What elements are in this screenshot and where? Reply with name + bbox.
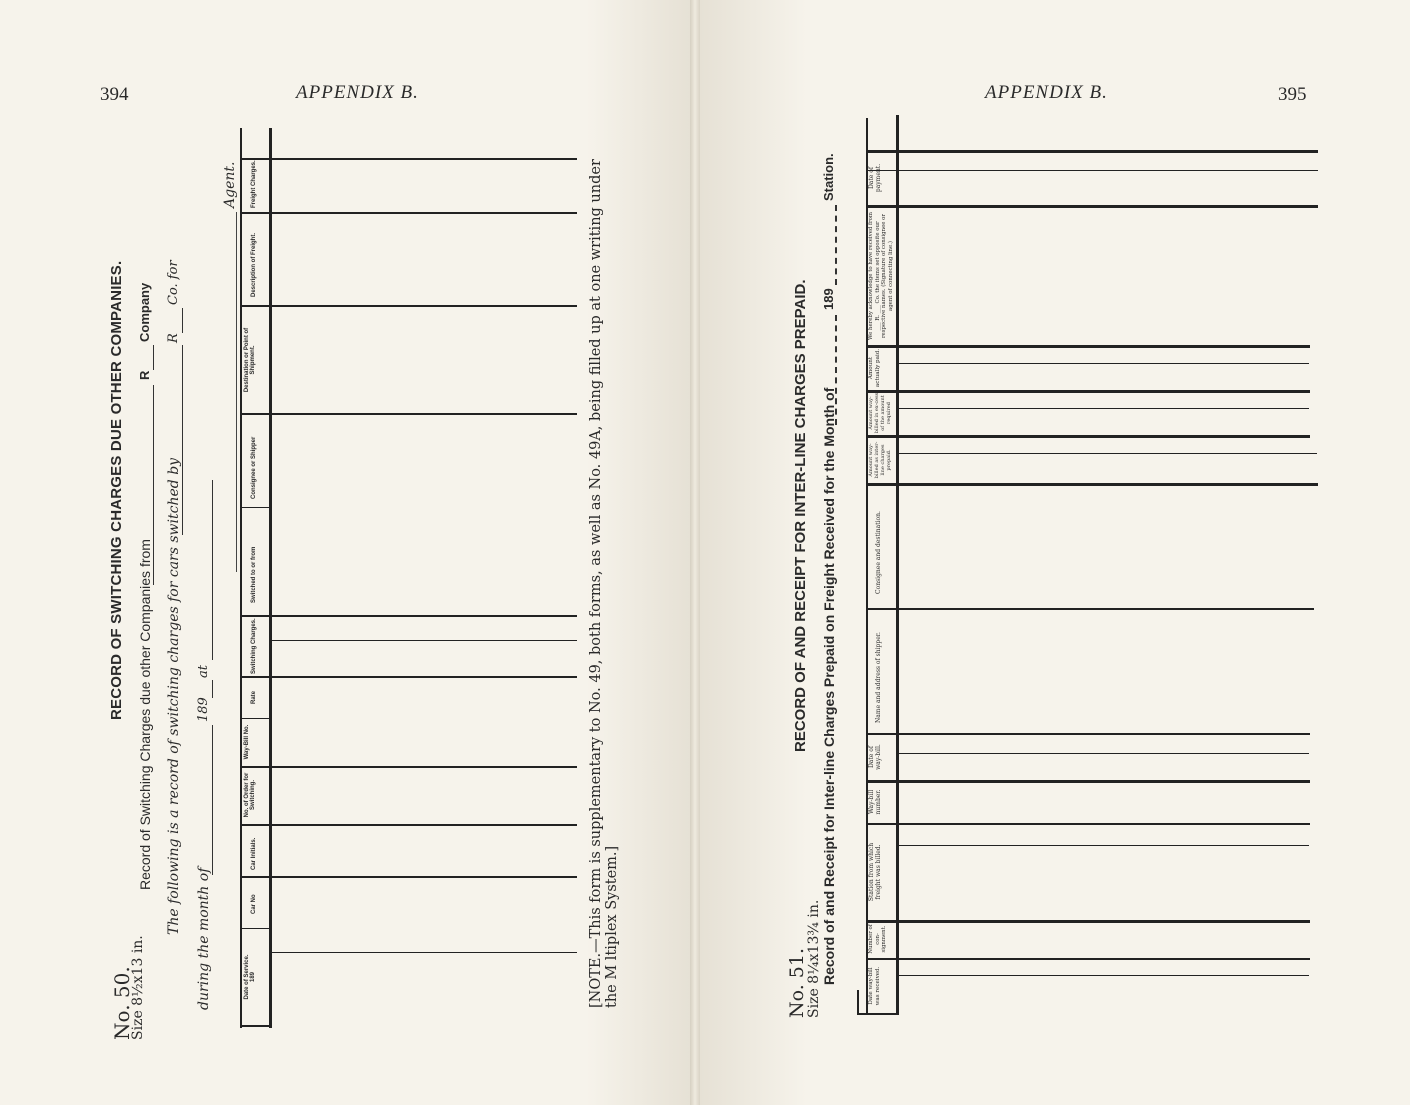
form-note: [NOTE.—This form is supplementary to No. 49, both forms, as well as No. 49A, being filled up at one writing under the M ltiplex System.] [588, 159, 620, 1008]
col-excess: Amount way-billed in ex-cess of the amount required [868, 392, 892, 434]
form-number: No. 51. [786, 947, 808, 1018]
col-date-received: Date way-bill was received. [868, 966, 881, 1006]
following-line: The following is a record of switching charges for cars switched by R Co. for [166, 260, 182, 935]
col-switched: Switched to or from [251, 546, 257, 603]
col-order: No. of Order for Switching. [244, 772, 256, 818]
col-date: Date of Service. 189 [244, 954, 256, 1000]
col-consignee: Consignee or Shipper [251, 436, 257, 499]
col-rate: Rate [251, 690, 257, 704]
form-title-wrap [108, 260, 130, 720]
form-title: RECORD OF AND RECEIPT FOR INTER-LINE CHARGES PREPAID. [792, 279, 809, 752]
col-shipper: Name and address of shipper. [875, 632, 882, 723]
col-acknowledge: We hereby acknowledge to have received from ___ R. ___ Co. the items set opposite our respective names. (Signature of consignee or agent of connecting line.) [868, 212, 894, 340]
month-line: during the month of 189 at [196, 470, 218, 1010]
col-switching-charges: Switching Charges. [251, 618, 257, 674]
col-consignee: Consignee and destination. [875, 511, 882, 594]
form-number: No. 50. [110, 966, 134, 1040]
record-line: Record of and Receipt for Inter-line Charges Prepaid on Freight Received for the Month of 189 Station. [821, 153, 837, 985]
col-car-initials: Car Initials. [251, 837, 257, 870]
form-title: RECORD OF SWITCHING CHARGES DUE OTHER COMPANIES. [108, 260, 125, 720]
col-station-billed: Station from which freight was billed. [868, 842, 882, 902]
running-head: APPENDIX B. [985, 82, 1108, 103]
col-way-bill: Way-Bill No. [244, 724, 250, 760]
book-gutter [690, 0, 700, 1105]
col-way-billed: Amount way-billed as inter-line charges prepaid. [868, 441, 892, 479]
form-title-wrap [792, 279, 814, 752]
form-size: Size 8½x13 in. [130, 935, 146, 1040]
agent-label-wrap [222, 118, 242, 208]
col-amount-paid: Amount actually paid. [868, 348, 881, 388]
left-page [0, 0, 690, 1105]
page-number: 395 [1278, 84, 1307, 105]
page-number: 394 [100, 84, 129, 105]
col-waybill-number: Way-bill number. [868, 789, 882, 815]
form-size: Size 8¼x13¾ in. [806, 899, 822, 1018]
note-wrap [588, 128, 628, 1008]
col-car-no: Car No [251, 894, 257, 914]
form-51-header [786, 899, 826, 1018]
agent-label: Agent. [222, 161, 238, 208]
col-description: Description of Freight. [251, 232, 257, 297]
right-page [700, 0, 1410, 1105]
record-line: Record of Switching Charges due other Companies from R Company [137, 282, 153, 890]
col-freight-charges: Freight Charges. [251, 160, 257, 208]
col-destination: Destination or Point of Shipment. [244, 327, 256, 393]
col-date-waybill: Date of way-bill. [868, 744, 882, 770]
col-date-payment: Date of payment. [868, 163, 882, 193]
running-head: APPENDIX B. [296, 82, 419, 103]
col-consignment: Number of con-signment. [868, 924, 887, 954]
